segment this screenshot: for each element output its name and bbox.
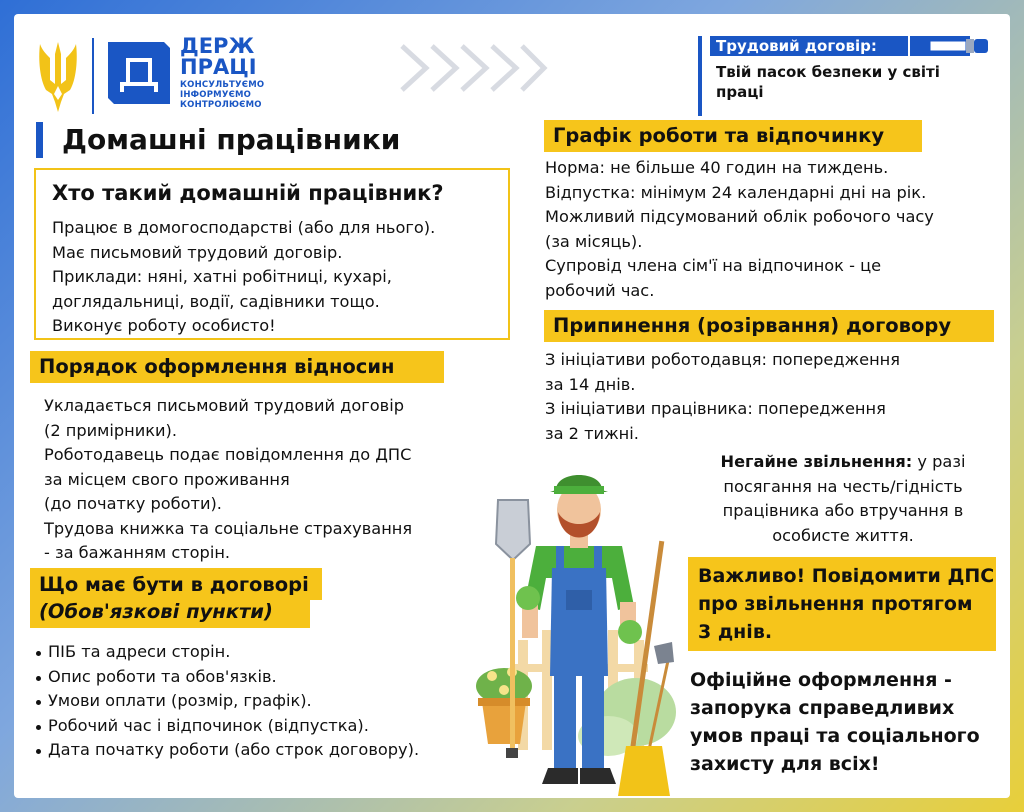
termination-heading: Припинення (розірвання) договору (544, 310, 994, 342)
infographic-card (14, 14, 1010, 798)
definition-box (34, 168, 510, 340)
contract-items-list (34, 640, 504, 763)
list-item: Дата початку роботи (або строк договору). (34, 738, 504, 763)
page-title: Домашні працівники (62, 123, 401, 156)
closing-statement: Офіційне оформлення - запорука справедливих умов праці та соціального захисту для всіх! (690, 669, 980, 775)
gardener-illustration (458, 450, 682, 798)
list-item: ПІБ та адреси сторін. (34, 640, 504, 665)
important-notice: Важливо! Повідомити ДПС про звільнення протягом 3 днів. (688, 557, 996, 651)
decorative-chevrons-icon (398, 40, 548, 96)
slogan-title: Трудовий договір: (710, 36, 908, 56)
order-heading: Порядок оформлення відносин (30, 351, 444, 383)
contract-heading: Що має бути в договорі (30, 568, 322, 600)
contract-subheading: (Обов'язкові пункти) (30, 598, 310, 628)
pencil-icon (910, 36, 992, 56)
definition-title: Хто такий домашній працівник? (52, 181, 444, 205)
title-accent-bar (36, 122, 43, 158)
definition-text: Працює в домогосподарстві (або для нього). Має письмовий трудовий договір. Приклади: няні, хатні робітниці, кухарі, доглядальниці, водії, садівники тощо. Виконує роботу особисто! (52, 218, 436, 335)
schedule-heading: Графік роботи та відпочинку (544, 120, 922, 152)
schedule-text: Норма: не більше 40 годин на тиждень. Відпустка: мінімум 24 календарні дні на рік. Можливий підсумований облік робочого часу (за місяць). Супровід члена сім'ї на відпочинок - це робочий час. (545, 158, 934, 300)
urgent-dismissal-note: Негайне звільнення: у разі посягання на честь/гідність працівника або втручання в особисте життя. (720, 452, 966, 545)
trident-emblem-icon (36, 40, 80, 114)
brand-tagline: КОНСУЛЬТУЄМО ІНФОРМУЄМО КОНТРОЛЮЄМО (180, 80, 265, 110)
header-divider (92, 38, 94, 114)
order-text: Укладається письмовий трудовий договір (2 примірники). Роботодавець подає повідомлення до ДПС за місцем свого проживання (до початку роботи). Трудова книжка та соціальне страхування - за бажанням сторін. (44, 396, 413, 562)
termination-text: З ініціативи роботодавця: попередження за 14 днів. З ініціативи працівника: попередження за 2 тижні. (545, 350, 901, 443)
slogan-box (698, 36, 992, 116)
slogan-subtitle: Твій пасок безпеки у світі праці (716, 63, 940, 101)
list-item: Умови оплати (розмір, графік). (34, 689, 504, 714)
derzhpratsi-logo-icon (104, 38, 174, 112)
list-item: Робочий час і відпочинок (відпустка). (34, 714, 504, 739)
brand-name: ДЕРЖ ПРАЦІ (180, 34, 257, 79)
list-item: Опис роботи та обов'язків. (34, 665, 504, 690)
